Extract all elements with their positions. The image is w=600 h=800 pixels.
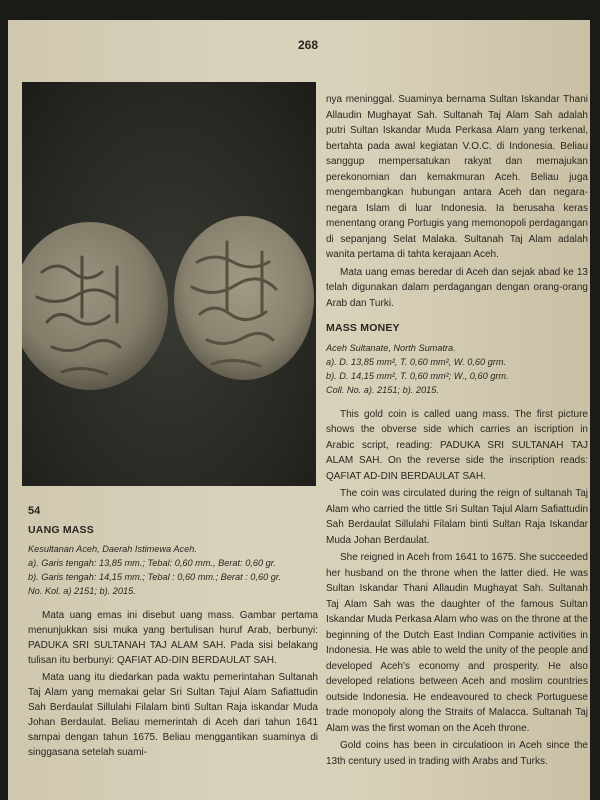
figure-metadata bbox=[28, 542, 318, 598]
right-text-column bbox=[326, 92, 588, 769]
indonesian-caption-column bbox=[28, 504, 318, 760]
paragraph: Gold coins has been in circulatioon in Aceh since the 13th century used in trading with Arabs and Turks. bbox=[326, 740, 588, 767]
paragraph: She reigned in Aceh from 1641 to 1675. She succeeded her husband on the throne when the latter died. He was Sultan Iskandar Thani Allaudin Mughayat Sah. Sultanah Taj Alam Sah was the daughter of the famous Sultan Iskandar Muda Perkasa Alam who was on the throne at the beginning of the Dutch East Indian Companie activities in Indonesia. He was able to weld the unity of the people and developed Aceh's economy and prosperity. He also developed relations between Aceh and moslim countries outside Indonesia. He endeavoured to check Portuguese trade monopoly along the Straits of Malacca. Sultanah Taj Alam was the first woman on the Aceh throne. bbox=[326, 552, 588, 734]
book-page bbox=[8, 20, 590, 800]
paragraph: The coin was circulated during the reign of sultanah Taj Alam who carried the tittle Sri Sultan Tajul Alam Safiattudin Sah Berdaulat Sillulahi Filalam binti Sultan Raja Iskandar Muda Johan Berdaulat. bbox=[326, 488, 588, 546]
paragraph: This gold coin is called uang mass. The first picture shows the obverse side which carries an iscription in Arabic script, reading: PADUKA SRI SULTANAH TAJ ALAM SAH. On the reverse side the inscription reads: QAFIAT AD-DIN BERDAULAT SAH. bbox=[326, 408, 588, 482]
coins-illustration bbox=[22, 82, 316, 486]
meta-line: b). D. 14,15 mm², T. 0,60 mm²; W., 0,60 grm. bbox=[326, 370, 509, 381]
meta-line: a). D. 13,85 mm², T. 0,60 mm², W. 0,60 grm. bbox=[326, 356, 507, 367]
coin-photograph bbox=[22, 82, 316, 486]
paragraph: nya meninggal. Suaminya bernama Sultan Iskandar Thani Allaudin Mughayat Sah. Sultanah Taj Alam Sah adalah putri Sultan Iskandar Muda Perkasa Alam yang terkenal, bertahta pada awal kegiatan V.O.C. di Indonesia. Beliau sanggup mempersatukan rakyat dan memajukan perekonomian dan kemakmuran Aceh. Beliau juga mengembangkan hubungan antara Aceh dan negara-negara Islam di luar Indonesia. Ia berusaha keras menentang orang Portugis yang memonopoli perdagangan di sepanjang Selat Malaka. Sultanah Taj Alam adalah wanita pertama di tahta kerajaan Aceh. bbox=[326, 94, 588, 260]
page-number: 268 bbox=[298, 38, 319, 52]
coin-obverse bbox=[22, 222, 168, 390]
figure-number: 54 bbox=[28, 505, 41, 517]
meta-line: No. Kol. a) 2151; b). 2015. bbox=[28, 586, 136, 596]
english-metadata bbox=[326, 341, 588, 397]
paragraph: Mata uang emas beredar di Aceh dan sejak abad ke 13 telah digunakan dalam perdagangan dengan orang-orang Arab dan Turki. bbox=[326, 266, 588, 309]
meta-line: a). Garis tengah: 13,85 mm.; Tebal: 0,60 mm., Berat: 0,60 gr. bbox=[28, 558, 277, 568]
english-title: MASS MONEY bbox=[326, 322, 400, 334]
meta-line: Aceh Sultanate, North Sumatra. bbox=[326, 342, 456, 353]
paragraph: Mata uang itu diedarkan pada waktu pemerintahan Sultanah Taj Alam yang memakai gelar Sri Sultan Tajul Alam Safiattudin Sah Berdaulat Sillulahi Filalam binti Sultan Raja iskandar Muda Johan Berdaulat. Beliau memerintah di Aceh dari tahun 1641 sampai dengan tahun 1675. Beliau menggantikan suaminya di singgasana setelah suami- bbox=[28, 672, 318, 758]
coin-reverse bbox=[174, 216, 314, 380]
paragraph: Mata uang emas ini disebut uang mass. Gambar pertama menunjukkan sisi muka yang bertulisan huruf Arab, berbunyi: PADUKA SRI SULTANAH TAJ ALAM SAH. Pada sisi belakang tulisan itu berbunyi: QAFIAT AD-DIN BERDAULAT SAH. bbox=[28, 610, 318, 666]
meta-line: Coll. No. a). 2151; b). 2015. bbox=[326, 384, 439, 395]
figure-title: UANG MASS bbox=[28, 524, 94, 536]
meta-line: b). Garis tengah: 14,15 mm.; Tebal : 0,60 mm.; Berat : 0,60 gr. bbox=[28, 572, 282, 582]
meta-line: Kesultanan Aceh, Daerah Istimewa Aceh. bbox=[28, 544, 197, 554]
